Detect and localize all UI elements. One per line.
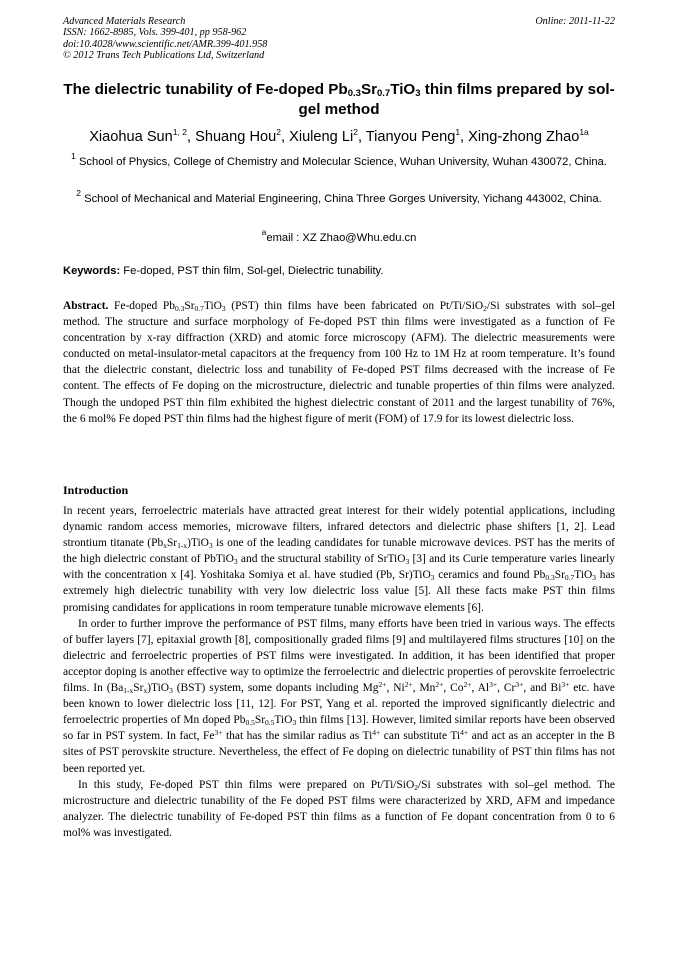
abstract: Abstract. Fe-doped $Pb_{0.3}Sr_{0.7}TiO_3$ (PST) thin films have been fabricated on Pt/Ti/SiO$_2$/Si substrates with sol–gel method. The structure and surface morphology of Fe-doped PST thin films were investigated as a function of Fe concentration by x-ray diffraction (XRD) and atomic force microscopy (AFM). The dielectric measurements were conducted on metal-insulator-metal capacitors at the frequency from 100 Hz to 1M Hz at room temperature. It’s found that the dielectric constant, dielectric loss and tunability of Fe-doped PST films decreased with the increase of Fe content. The effects of Fe doping on the microstructure, dielectric and tunable properties of thin films were analyzed. Though the undoped PST thin film exhibited the highest dielectric constant of 2011 and the largest tunability of 76%, the 6 mol% Fe doped PST thin films had the highest figure of merit (FOM) of 17.9 for its lowest dielectric loss.	[63, 300, 616, 425]
copyright-line: © 2012 Trans Tech Publications Ltd, Switzerland	[63, 50, 265, 62]
intro-paragraph-2: In order to further improve the performance of PST films, many efforts have been tried in various ways. The effects of buffer layers [7], epitaxial growth [8], compositionally graded films [9] and multilayered films structures [10] on the dielectric and ferroelectric properties of PST films were investigated. In addition, it has been identified that proper acceptor doping is another effective way to optimize the ferroelectric and dielectric properties of perovskite ferroelectric films. In $(Ba_{1-x}Sr_x)TiO_3$ (BST) system, some dopants including $Mg^{2+}$, $Ni^{2+}$, $Mn^{2+}$, $Co^{2+}$, $Al^{3+}$, $Cr^{3+}$, and $Bi^{3+}$ etc. have been known to lower dielectric loss [11, 12]. For PST, Yang et al. reported the improved significantly dielectric and ferroelectric properties of Mn doped $Pb_{0.5}Sr_{0.5}TiO_3$ thin films [13]. However, limited similar reports have been observed so far in PST system. In fact, $Fe^{3+}$ that has the similar radius as $Ti^{4+}$ can substitute $Ti^{4+}$ and act as an accepter in the B sites of PST perovskite structure. Nevertheless, the effect of Fe doping on dielectric tunability of PST thin films has not been reported yet.	[63, 617, 616, 775]
section-heading-introduction: Introduction	[63, 483, 129, 497]
publication-header	[63, 16, 615, 62]
affiliation-2: $^2$ School of Mechanical and Material Engineering, China Three Gorges University, Yichang 443002, China.	[76, 188, 602, 205]
corresponding-email: $^a$email : XZ Zhao@Whu.edu.cn	[261, 227, 417, 244]
author-name: Tianyou Peng	[365, 129, 456, 145]
author-name: Shuang Hou	[195, 129, 277, 145]
journal-name: Advanced Materials Research	[63, 16, 186, 27]
keywords-label: Keywords:	[63, 265, 121, 277]
doi-line: doi:10.4028/www.scientific.net/AMR.399-401.958	[63, 38, 268, 50]
keywords: Keywords: Fe-doped, PST thin film, Sol-gel, Dielectric tunability.	[63, 265, 384, 277]
intro-paragraph-1: In recent years, ferroelectric materials have attracted great interest for their widely potential applications, including dynamic random access memories, microwave filters, infrared detectors and dielectric phase shifters [1, 2]. Lead strontium titanate $(Pb_xSr_{1-x})TiO_3$ is one of the leading candidates for tunable microwave devices. PST has the merits of the high dielectric constant of PbTiO$_3$ and the structural stability of SrTiO$_3$ [3] and its Curie temperature varies linearly with the concentration x [4]. Yoshitaka Somiya et al. have studied (Pb, Sr)TiO$_3$ ceramics and found $Pb_{0.3}Sr_{0.7}TiO_3$ has extremely high dielectric tunability with very low dielectric loss value [5]. All these facts make PST thin films promising candidates for applications in room temperature tunable microwave elements [6].	[63, 505, 616, 614]
abstract-label: Abstract.	[63, 300, 109, 312]
author-list: Xiaohua Sun$^{1, 2}$, Shuang Hou$^2$, Xiuleng Li$^2$, Tianyou Peng$^1$, Xing-zhong Zhao$^{1a}$	[89, 127, 589, 145]
affiliation-1: $^1$ School of Physics, College of Chemistry and Molecular Science, Wuhan University, Wuhan 430072, China.	[71, 151, 607, 168]
paper-title: The dielectric tunability of Fe-doped $Pb_{0.3}Sr_{0.7}TiO_3$ thin films prepared by sol-gel method	[63, 81, 615, 118]
issn-line: ISSN: 1662-8985, Vols. 399-401, pp 958-962	[63, 27, 247, 39]
author-name: Xiaohua Sun	[89, 129, 173, 145]
online-date: Online: 2011-11-22	[535, 16, 615, 27]
author-name: Xing-zhong Zhao	[468, 129, 580, 145]
introduction-body	[63, 503, 615, 841]
intro-paragraph-3: In this study, Fe-doped PST thin films were prepared on Pt/Ti/SiO$_2$/Si substrates with sol–gel method. The microstructure and dielectric tunability of the Fe doped PST films were characterized by XRD, AFM and impedance analyzer. The dielectric tunability of Fe-doped PST thin films as a function of Fe dopant concentration from 0 to 6 mol% was investigated.	[63, 778, 615, 839]
author-name: Xiuleng Li	[289, 129, 354, 145]
